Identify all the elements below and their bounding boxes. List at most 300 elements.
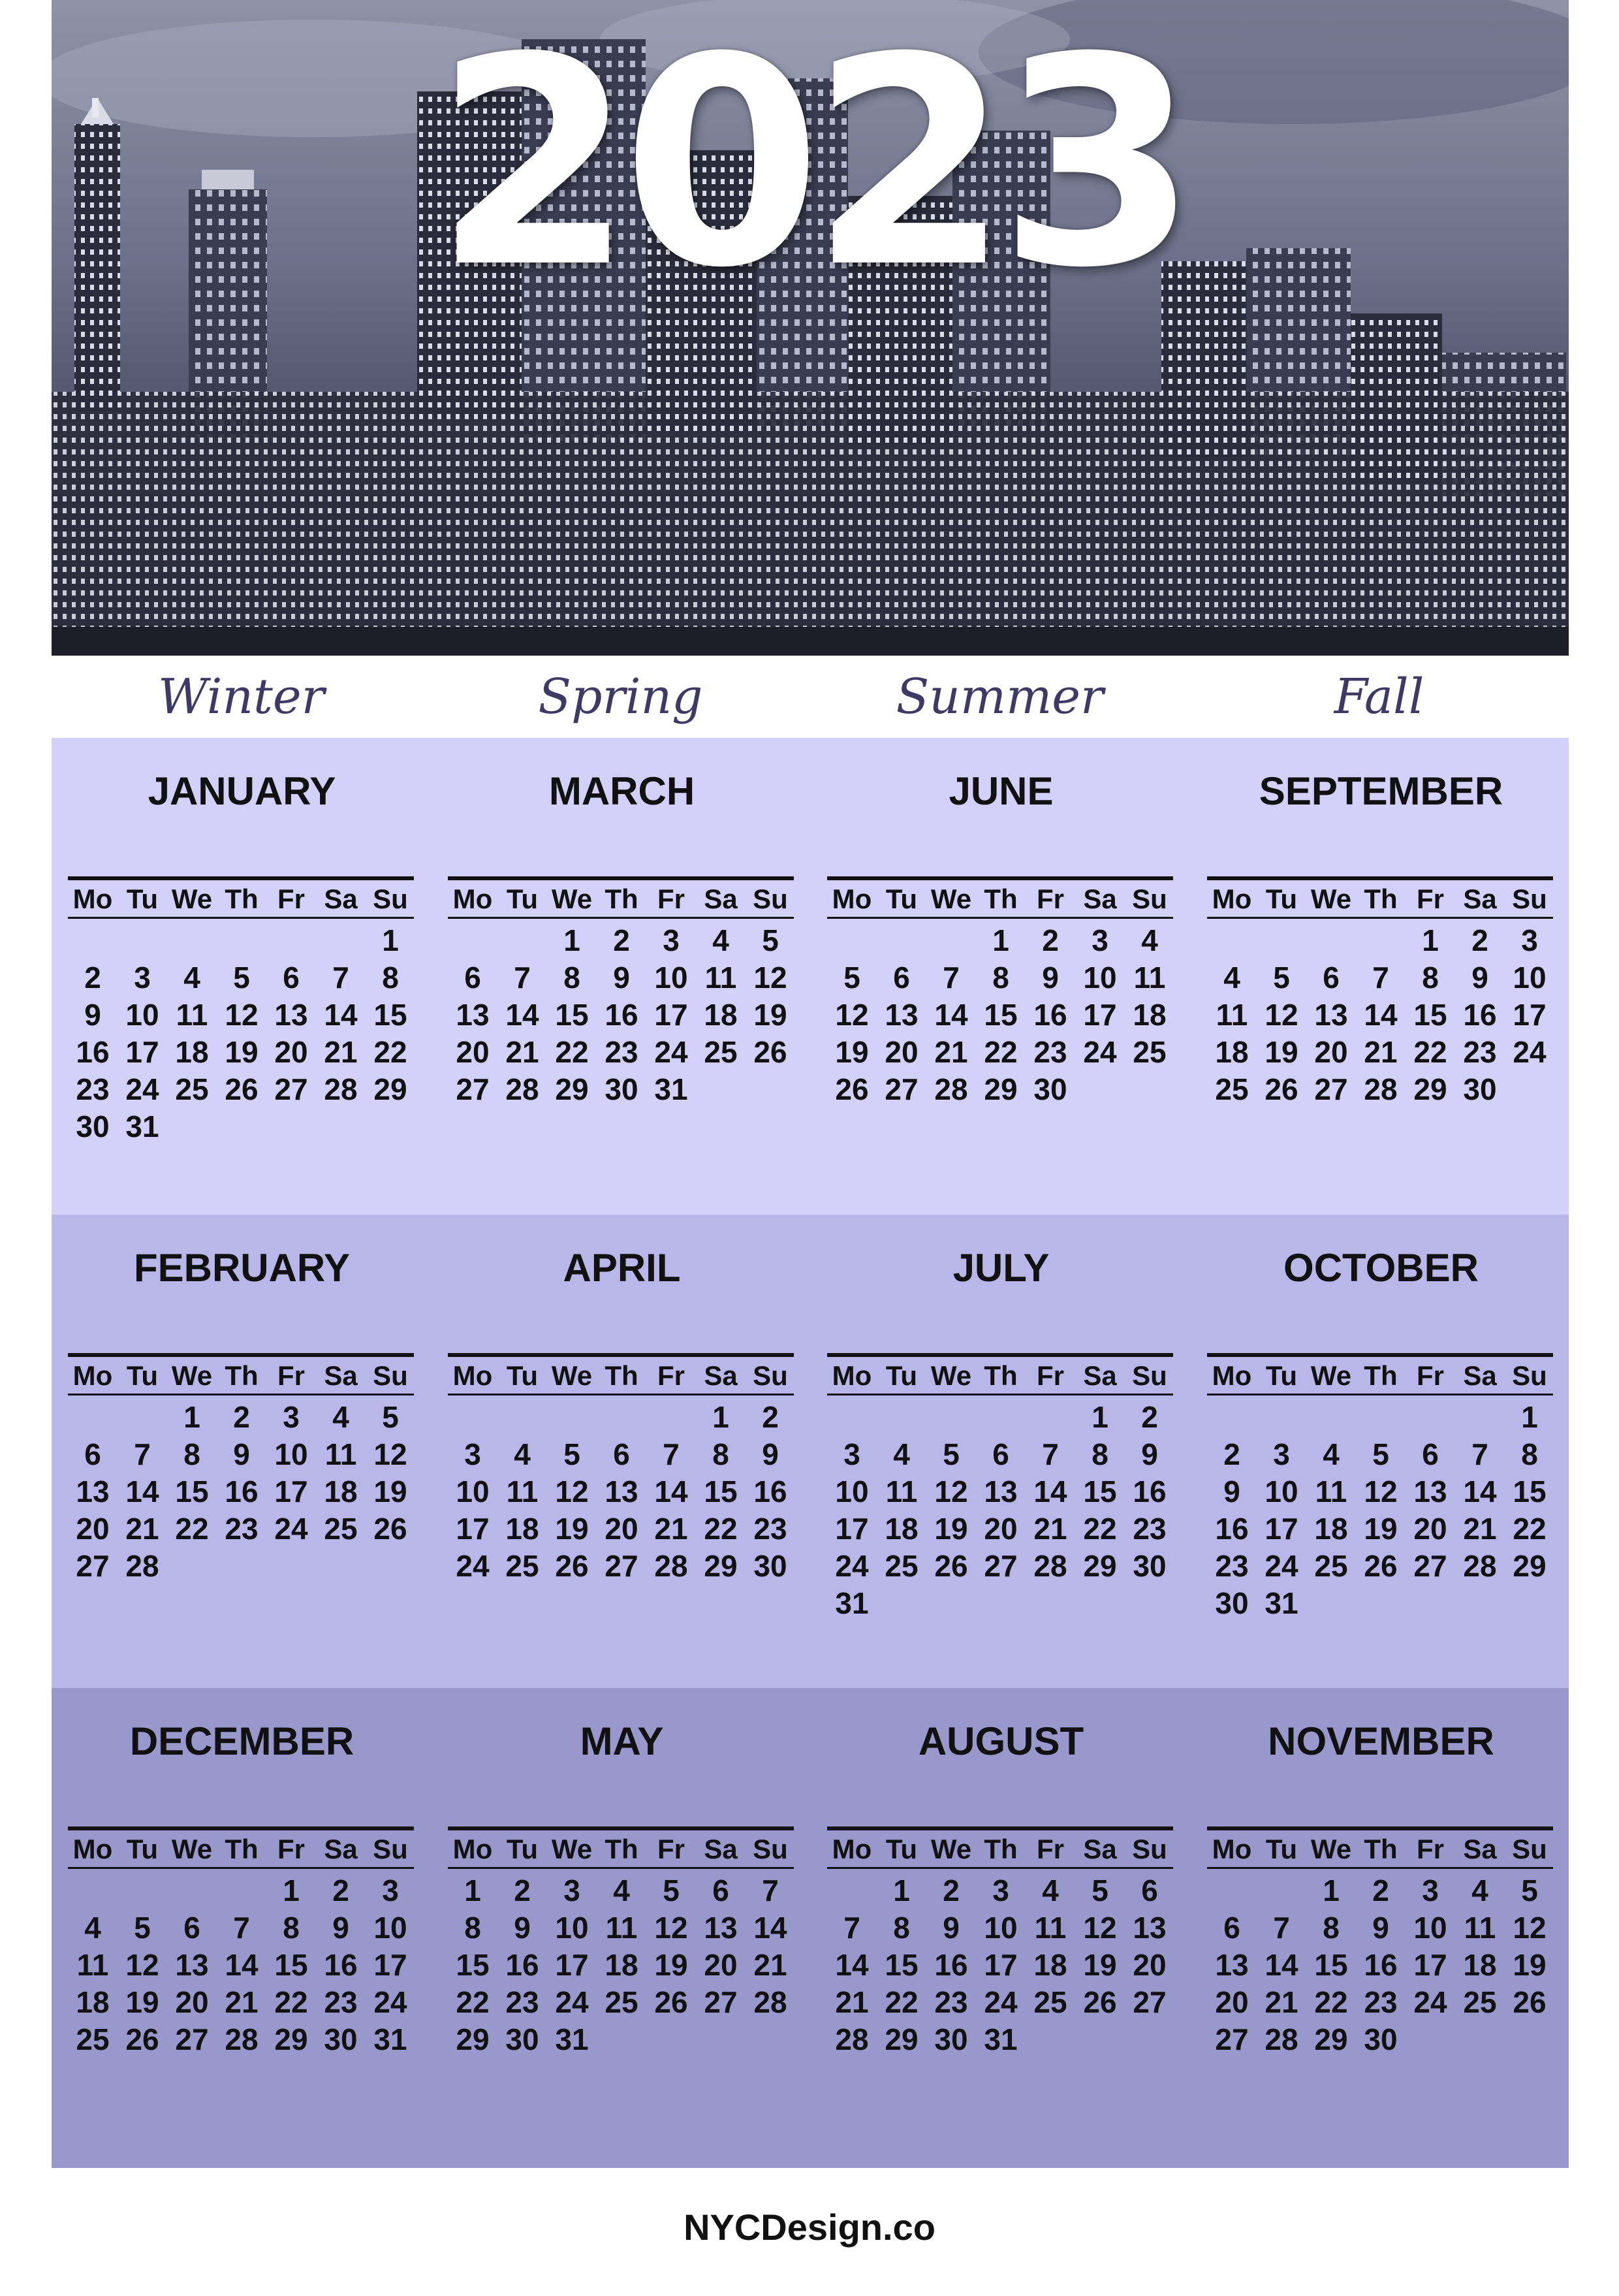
day-cell: 28 xyxy=(1265,2022,1298,2056)
weekday-header: We xyxy=(551,1360,593,1391)
day-cell: 5 xyxy=(134,1911,151,1945)
day-cell: 22 xyxy=(274,1985,308,2019)
month-header-rule xyxy=(1207,1826,1553,1830)
day-cell: 27 xyxy=(605,1549,638,1583)
day-cell: 18 xyxy=(1033,1948,1067,1982)
day-cell: 19 xyxy=(1265,1035,1298,1069)
day-cell: 23 xyxy=(934,1985,968,2019)
day-cell: 25 xyxy=(1463,1985,1497,2019)
day-cell: 26 xyxy=(555,1549,589,1583)
month-header-rule xyxy=(827,876,1173,880)
day-cell: 8 xyxy=(283,1911,300,1945)
day-cell: 6 xyxy=(1141,1873,1158,1907)
day-cell: 8 xyxy=(183,1437,200,1471)
day-cell: 29 xyxy=(555,1072,589,1106)
month-title: MARCH xyxy=(548,769,695,813)
day-cell: 14 xyxy=(654,1475,688,1508)
day-cell: 1 xyxy=(464,1873,481,1907)
day-cell: 13 xyxy=(1314,998,1348,1032)
day-cell: 3 xyxy=(283,1400,300,1434)
day-cell: 10 xyxy=(1265,1475,1298,1508)
day-cell: 24 xyxy=(1265,1549,1298,1583)
day-cell: 20 xyxy=(1215,1985,1249,2019)
weekday-header: Su xyxy=(373,884,408,914)
weekday-header: We xyxy=(930,1834,972,1864)
day-cell: 9 xyxy=(1141,1437,1158,1471)
day-cell: 25 xyxy=(1133,1035,1167,1069)
day-cell: 20 xyxy=(1413,1512,1447,1546)
day-cell: 1 xyxy=(1521,1400,1538,1434)
day-cell: 9 xyxy=(1042,961,1059,995)
day-cell: 20 xyxy=(1133,1948,1167,1982)
day-cell: 21 xyxy=(934,1035,968,1069)
weekday-header: Mo xyxy=(72,1834,113,1864)
day-cell: 1 xyxy=(712,1400,729,1434)
month-header-rule xyxy=(448,1353,794,1357)
day-cell: 15 xyxy=(704,1475,738,1508)
weekday-header: Su xyxy=(1132,1834,1167,1864)
day-cell: 11 xyxy=(885,1475,918,1508)
day-cell: 31 xyxy=(835,1586,869,1620)
weekday-header: Th xyxy=(225,1360,259,1391)
weekday-header: Mo xyxy=(452,1834,493,1864)
day-cell: 16 xyxy=(1033,998,1067,1032)
day-cell: 13 xyxy=(175,1948,209,1982)
month-header-rule xyxy=(448,876,794,880)
day-cell: 29 xyxy=(885,2022,919,2056)
day-cell: 28 xyxy=(654,1549,688,1583)
month-title: APRIL xyxy=(563,1246,681,1290)
day-cell: 18 xyxy=(885,1512,919,1546)
day-cell: 3 xyxy=(1521,923,1538,957)
weekday-header: Sa xyxy=(1083,1834,1117,1864)
month-october xyxy=(1207,1246,1555,1640)
day-cell: 13 xyxy=(605,1475,638,1508)
day-cell: 2 xyxy=(1141,1400,1158,1434)
day-cell: 10 xyxy=(835,1475,869,1508)
day-cell: 21 xyxy=(753,1948,787,1982)
day-cell: 24 xyxy=(835,1549,869,1583)
day-cell: 6 xyxy=(84,1437,101,1471)
month-header-rule xyxy=(827,1826,1173,1830)
day-cell: 15 xyxy=(1083,1475,1117,1508)
day-cell: 8 xyxy=(563,961,580,995)
day-cell: 16 xyxy=(934,1948,968,1982)
day-cell: 21 xyxy=(1463,1512,1497,1546)
day-cell: 13 xyxy=(76,1475,110,1508)
weekday-header: Th xyxy=(1364,1834,1398,1864)
day-cell: 7 xyxy=(762,1873,779,1907)
day-cell: 4 xyxy=(84,1911,101,1945)
day-cell: 29 xyxy=(1513,1549,1547,1583)
weekday-header: Sa xyxy=(324,1834,358,1864)
day-cell: 26 xyxy=(225,1072,259,1106)
day-cell: 13 xyxy=(1413,1475,1447,1508)
day-cell: 16 xyxy=(324,1948,358,1982)
day-cell: 27 xyxy=(456,1072,490,1106)
day-cell: 23 xyxy=(76,1072,110,1106)
day-cell: 14 xyxy=(505,998,539,1032)
day-cell: 19 xyxy=(225,1035,259,1069)
day-cell: 15 xyxy=(555,998,589,1032)
day-cell: 5 xyxy=(382,1400,399,1434)
day-cell: 2 xyxy=(514,1873,531,1907)
day-cell: 18 xyxy=(1215,1035,1249,1069)
day-cell: 26 xyxy=(753,1035,787,1069)
day-cell: 5 xyxy=(1521,1873,1538,1907)
weekday-header: Sa xyxy=(324,884,358,914)
day-cell: 27 xyxy=(1314,1072,1348,1106)
day-cell: 10 xyxy=(555,1911,589,1945)
day-cell: 17 xyxy=(1265,1512,1298,1546)
weekday-header: Mo xyxy=(72,1360,113,1391)
day-cell: 31 xyxy=(1265,1586,1298,1620)
weekday-header: Su xyxy=(1132,884,1167,914)
day-cell: 19 xyxy=(1513,1948,1547,1982)
day-cell: 24 xyxy=(274,1512,308,1546)
day-cell: 29 xyxy=(373,1072,407,1106)
day-cell: 11 xyxy=(76,1948,109,1982)
day-cell: 3 xyxy=(382,1873,399,1907)
day-cell: 17 xyxy=(555,1948,589,1982)
day-cell: 17 xyxy=(984,1948,1018,1982)
month-may xyxy=(448,1719,796,2114)
day-cell: 23 xyxy=(1364,1985,1398,2019)
weekday-header: Fr xyxy=(1417,884,1444,914)
weekday-underline xyxy=(448,917,794,919)
day-cell: 30 xyxy=(76,1109,110,1143)
day-cell: 26 xyxy=(1513,1985,1547,2019)
day-cell: 21 xyxy=(225,1985,259,2019)
day-cell: 7 xyxy=(134,1437,151,1471)
day-cell: 5 xyxy=(843,961,860,995)
day-cell: 16 xyxy=(605,998,638,1032)
day-cell: 24 xyxy=(654,1035,688,1069)
day-cell: 16 xyxy=(225,1475,259,1508)
weekday-header: Tu xyxy=(126,884,159,914)
day-cell: 9 xyxy=(332,1911,349,1945)
day-cell: 12 xyxy=(125,1948,159,1982)
month-title: DECEMBER xyxy=(129,1719,354,1763)
day-cell: 16 xyxy=(753,1475,787,1508)
weekday-header: Mo xyxy=(832,1360,872,1391)
day-cell: 15 xyxy=(373,998,407,1032)
day-cell: 7 xyxy=(233,1911,250,1945)
day-cell: 18 xyxy=(324,1475,358,1508)
day-cell: 12 xyxy=(753,961,787,995)
weekday-header: Th xyxy=(605,1834,638,1864)
weekday-header: Su xyxy=(1132,1360,1167,1391)
day-cell: 30 xyxy=(1133,1549,1167,1583)
day-cell: 11 xyxy=(1133,961,1166,995)
weekday-header: Fr xyxy=(1037,884,1064,914)
day-cell: 14 xyxy=(753,1911,787,1945)
day-cell: 17 xyxy=(373,1948,407,1982)
day-cell: 29 xyxy=(456,2022,490,2056)
day-cell: 12 xyxy=(1265,998,1298,1032)
day-cell: 8 xyxy=(992,961,1009,995)
weekday-header: Mo xyxy=(452,884,493,914)
month-february xyxy=(68,1246,416,1640)
month-title: MAY xyxy=(580,1719,664,1763)
weekday-header: Tu xyxy=(1265,1834,1298,1864)
day-cell: 7 xyxy=(514,961,531,995)
day-cell: 1 xyxy=(1323,1873,1340,1907)
day-cell: 17 xyxy=(1413,1948,1447,1982)
day-cell: 6 xyxy=(283,961,300,995)
day-cell: 19 xyxy=(753,998,787,1032)
month-title: AUGUST xyxy=(918,1719,1084,1763)
day-cell: 20 xyxy=(984,1512,1018,1546)
day-cell: 25 xyxy=(605,1985,638,2019)
seasons-row xyxy=(52,656,1569,738)
weekday-header: Tu xyxy=(126,1360,159,1391)
day-cell: 22 xyxy=(1413,1035,1447,1069)
weekday-header: Fr xyxy=(1037,1360,1064,1391)
day-cell: 22 xyxy=(555,1035,589,1069)
day-cell: 10 xyxy=(373,1911,407,1945)
day-cell: 12 xyxy=(835,998,869,1032)
weekday-header: Tu xyxy=(506,884,539,914)
day-cell: 7 xyxy=(943,961,960,995)
month-title: NOVEMBER xyxy=(1268,1719,1494,1763)
day-cell: 5 xyxy=(762,923,779,957)
day-cell: 3 xyxy=(992,1873,1009,1907)
day-cell: 24 xyxy=(456,1549,490,1583)
month-november xyxy=(1207,1719,1555,2114)
day-cell: 7 xyxy=(1471,1437,1488,1471)
day-cell: 17 xyxy=(1513,998,1547,1032)
season-summer: Summer xyxy=(896,669,1104,725)
day-cell: 16 xyxy=(76,1035,110,1069)
day-cell: 14 xyxy=(835,1948,869,1982)
weekday-header: Th xyxy=(225,884,259,914)
day-cell: 3 xyxy=(1273,1437,1290,1471)
weekday-header: Mo xyxy=(72,884,113,914)
day-cell: 4 xyxy=(1141,923,1158,957)
weekday-header: Mo xyxy=(452,1360,493,1391)
day-cell: 12 xyxy=(1083,1911,1117,1945)
day-cell: 25 xyxy=(1033,1985,1067,2019)
day-cell: 15 xyxy=(1413,998,1447,1032)
day-cell: 5 xyxy=(233,961,250,995)
calendar-band-3 xyxy=(52,1688,1569,2168)
weekday-header: Fr xyxy=(1417,1360,1444,1391)
month-header-rule xyxy=(68,1353,414,1357)
weekday-underline xyxy=(68,1394,414,1395)
day-cell: 28 xyxy=(835,2022,869,2056)
day-cell: 1 xyxy=(283,1873,300,1907)
day-cell: 22 xyxy=(1083,1512,1117,1546)
day-cell: 2 xyxy=(1042,923,1059,957)
day-cell: 12 xyxy=(225,998,259,1032)
weekday-header: Tu xyxy=(1265,1360,1298,1391)
weekday-header: Fr xyxy=(1037,1834,1064,1864)
day-cell: 11 xyxy=(506,1475,539,1508)
day-cell: 20 xyxy=(605,1512,638,1546)
day-cell: 10 xyxy=(456,1475,490,1508)
day-cell: 27 xyxy=(1133,1985,1167,2019)
day-cell: 23 xyxy=(1215,1549,1249,1583)
day-cell: 2 xyxy=(1372,1873,1389,1907)
day-cell: 1 xyxy=(1422,923,1439,957)
weekday-header: Th xyxy=(225,1834,259,1864)
weekday-underline xyxy=(448,1867,794,1869)
day-cell: 8 xyxy=(382,961,399,995)
day-cell: 24 xyxy=(125,1072,159,1106)
day-cell: 6 xyxy=(992,1437,1009,1471)
weekday-header: Mo xyxy=(1212,1834,1252,1864)
day-cell: 25 xyxy=(175,1072,209,1106)
weekday-underline xyxy=(827,917,1173,919)
day-cell: 10 xyxy=(125,998,159,1032)
day-cell: 27 xyxy=(885,1072,919,1106)
month-june xyxy=(827,769,1175,1164)
day-cell: 19 xyxy=(835,1035,869,1069)
day-cell: 19 xyxy=(934,1512,968,1546)
month-header-rule xyxy=(1207,876,1553,880)
day-cell: 8 xyxy=(464,1911,481,1945)
day-cell: 4 xyxy=(514,1437,531,1471)
day-cell: 15 xyxy=(456,1948,490,1982)
day-cell: 25 xyxy=(704,1035,738,1069)
month-august xyxy=(827,1719,1175,2114)
weekday-header: Tu xyxy=(885,884,918,914)
day-cell: 26 xyxy=(1265,1072,1298,1106)
day-cell: 1 xyxy=(1092,1400,1108,1434)
day-cell: 18 xyxy=(605,1948,638,1982)
day-cell: 5 xyxy=(563,1437,580,1471)
day-cell: 13 xyxy=(1133,1911,1167,1945)
day-cell: 13 xyxy=(885,998,919,1032)
month-header-rule xyxy=(448,1826,794,1830)
day-cell: 2 xyxy=(613,923,630,957)
day-cell: 25 xyxy=(324,1512,358,1546)
day-cell: 1 xyxy=(563,923,580,957)
day-cell: 15 xyxy=(984,998,1018,1032)
day-cell: 22 xyxy=(1513,1512,1547,1546)
day-cell: 2 xyxy=(84,961,101,995)
day-cell: 6 xyxy=(464,961,481,995)
day-cell: 30 xyxy=(753,1549,787,1583)
day-cell: 10 xyxy=(1513,961,1547,995)
day-cell: 22 xyxy=(984,1035,1018,1069)
day-cell: 13 xyxy=(984,1475,1018,1508)
weekday-header: Fr xyxy=(277,1360,305,1391)
weekday-header: Fr xyxy=(657,884,685,914)
weekday-header: Su xyxy=(753,884,788,914)
day-cell: 2 xyxy=(762,1400,779,1434)
day-cell: 18 xyxy=(505,1512,539,1546)
day-cell: 17 xyxy=(125,1035,159,1069)
weekday-header: We xyxy=(551,884,593,914)
day-cell: 25 xyxy=(1215,1072,1249,1106)
day-cell: 20 xyxy=(274,1035,308,1069)
month-september xyxy=(1207,769,1555,1164)
day-cell: 29 xyxy=(274,2022,308,2056)
day-cell: 4 xyxy=(1223,961,1240,995)
weekday-header: Su xyxy=(753,1360,788,1391)
day-cell: 28 xyxy=(505,1072,539,1106)
weekday-header: Th xyxy=(1364,884,1398,914)
weekday-underline xyxy=(1207,917,1553,919)
day-cell: 31 xyxy=(555,2022,589,2056)
day-cell: 15 xyxy=(1314,1948,1348,1982)
weekday-header: Tu xyxy=(506,1834,539,1864)
day-cell: 28 xyxy=(125,1549,159,1583)
day-cell: 15 xyxy=(175,1475,209,1508)
day-cell: 25 xyxy=(505,1549,539,1583)
day-cell: 30 xyxy=(324,2022,358,2056)
weekday-header: Fr xyxy=(277,1834,305,1864)
day-cell: 19 xyxy=(125,1985,159,2019)
day-cell: 12 xyxy=(555,1475,589,1508)
day-cell: 8 xyxy=(1422,961,1439,995)
day-cell: 19 xyxy=(555,1512,589,1546)
day-cell: 30 xyxy=(1033,1072,1067,1106)
weekday-header: Su xyxy=(373,1360,408,1391)
weekday-header: Sa xyxy=(1463,1834,1497,1864)
weekday-header: Th xyxy=(984,1834,1018,1864)
weekday-header: We xyxy=(171,1834,213,1864)
weekday-header: Sa xyxy=(1083,884,1117,914)
day-cell: 31 xyxy=(125,1109,159,1143)
day-cell: 6 xyxy=(893,961,910,995)
day-cell: 16 xyxy=(1463,998,1497,1032)
weekday-header: Tu xyxy=(506,1360,539,1391)
day-cell: 16 xyxy=(1364,1948,1398,1982)
day-cell: 26 xyxy=(654,1985,688,2019)
day-cell: 14 xyxy=(1033,1475,1067,1508)
weekday-header: Tu xyxy=(126,1834,159,1864)
weekday-header: Sa xyxy=(1463,1360,1497,1391)
day-cell: 5 xyxy=(1092,1873,1108,1907)
day-cell: 21 xyxy=(125,1512,159,1546)
day-cell: 27 xyxy=(175,2022,209,2056)
month-december xyxy=(68,1719,416,2114)
day-cell: 18 xyxy=(1133,998,1167,1032)
day-cell: 17 xyxy=(654,998,688,1032)
day-cell: 3 xyxy=(563,1873,580,1907)
day-cell: 21 xyxy=(835,1985,869,2019)
day-cell: 5 xyxy=(943,1437,960,1471)
day-cell: 4 xyxy=(332,1400,349,1434)
day-cell: 24 xyxy=(984,1985,1018,2019)
day-cell: 2 xyxy=(1223,1437,1240,1471)
day-cell: 23 xyxy=(1133,1512,1167,1546)
weekday-header: Fr xyxy=(277,884,305,914)
day-cell: 25 xyxy=(76,2022,110,2056)
day-cell: 11 xyxy=(324,1437,357,1471)
weekday-header: Th xyxy=(984,884,1018,914)
city-skyline-photo xyxy=(52,0,1569,656)
day-cell: 11 xyxy=(1464,1911,1496,1945)
day-cell: 11 xyxy=(1216,998,1248,1032)
day-cell: 9 xyxy=(1223,1475,1240,1508)
day-cell: 13 xyxy=(274,998,308,1032)
day-cell: 31 xyxy=(984,2022,1018,2056)
month-march xyxy=(448,769,796,1164)
day-cell: 9 xyxy=(1471,961,1488,995)
day-cell: 5 xyxy=(1372,1437,1389,1471)
day-cell: 13 xyxy=(1215,1948,1249,1982)
day-cell: 11 xyxy=(176,998,208,1032)
day-cell: 28 xyxy=(324,1072,358,1106)
weekday-header: Th xyxy=(605,884,638,914)
weekday-header: Fr xyxy=(657,1834,685,1864)
day-cell: 31 xyxy=(654,1072,688,1106)
day-cell: 31 xyxy=(373,2022,407,2056)
